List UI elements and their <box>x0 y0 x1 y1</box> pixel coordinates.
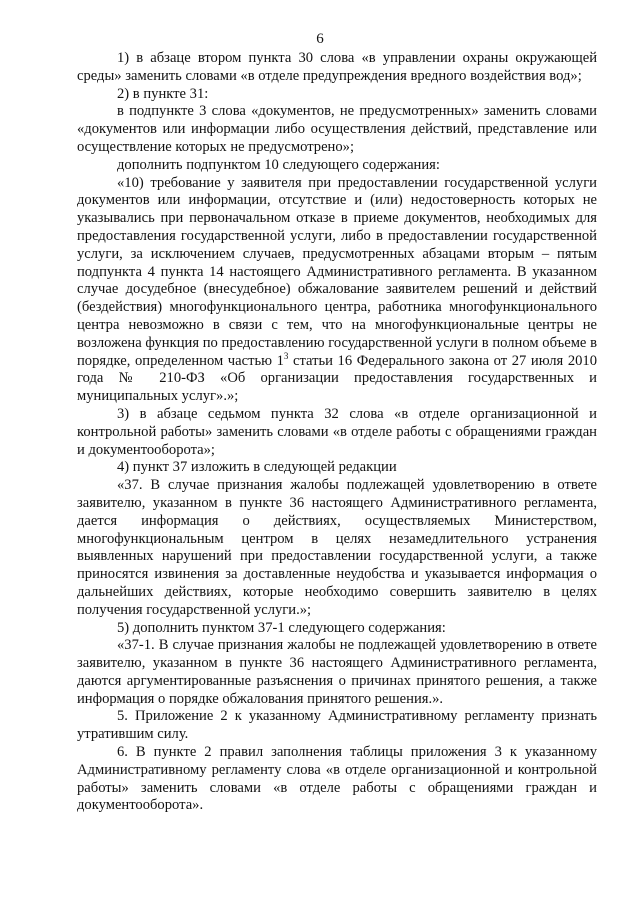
paragraph-3: в подпункте 3 слова «документов, не предусмотренных» заменить словами «документов или информации либо осуществления действий, представление или осуществление которых не предусмотрено»; <box>77 103 597 155</box>
paragraph-5-tail: статьи 16 Федерального закона от 27 июля 2010 года № 210-ФЗ «Об организации предоставления государственных и муниципальных услуг».»; <box>77 352 598 405</box>
page-number: 6 <box>316 31 324 47</box>
paragraph-1: 1) в абзаце втором пункта 30 слова «в управлении охраны окружающей среды» заменить словами «в отделе предупреждения вредного воздействия вод»; <box>77 50 597 84</box>
paragraph-8: «37. В случае признания жалобы подлежащей удовлетворению в ответе заявителю, указанном в пункте 36 настоящего Административного регламента, дается информация о действиях, осуществляемых Министерством, многофункциональным центром в целях незамедлительного устранения выявленных нарушений при предоставлении государственной услуги, а также приносятся извинения за доставленные неудобства и указывается информация о дальнейших действиях, которые необходимо совершить заявителю в целях получения государственной услуги.»; <box>77 477 597 618</box>
paragraph-5 <box>77 175 597 406</box>
paragraph-10: «37-1. В случае признания жалобы не подлежащей удовлетворению в ответе заявителю, указанном в пункте 36 настоящего Административного регламента, даются аргументированные разъяснения о причинах принятого решения, а также информация о порядке обжалования принятого решения.». <box>77 637 597 707</box>
paragraph-12: 6. В пункте 2 правил заполнения таблицы приложения 3 к указанному Административному регламенту слова «в отделе организационной и контрольной работы» заменить словами «в отделе работы с обращениями граждан и документооборота». <box>77 744 597 814</box>
document-body <box>77 50 597 815</box>
paragraph-4: дополнить подпунктом 10 следующего содержания: <box>117 156 440 173</box>
paragraph-7: 4) пункт 37 изложить в следующей редакции <box>117 459 397 476</box>
paragraph-2: 2) в пункте 31: <box>117 85 209 102</box>
paragraph-6: 3) в абзаце седьмом пункта 32 слова «в отделе организационной и контрольной работы» заменить словами «в отделе работы с обращениями граждан и документооборота»; <box>77 405 597 458</box>
paragraph-5-text: «10) требование у заявителя при предоставлении государственной услуги документов или информации, отсутствие и (или) недостоверность которых не указывались при первоначальном отказе в приеме документов, необходимых для предоставления государственной услуги, либо в предоставлении государственной услуги, за исключением случаев, предусмотренных абзацами вторым – пятым подпункта 4 пункта 14 настоящего Административного регламента. В указанном случае досудебное (внесудебное) обжалование заявителем решений и действий (бездействия) многофункционального центра, работника многофункционального центра невозможно в связи с тем, что на многофункциональные центры не возложена функция по предоставлению государственной услуги в полном объеме в порядке, определенном частью 1 <box>77 174 597 369</box>
paragraph-9: 5) дополнить пунктом 37-1 следующего содержания: <box>117 619 446 636</box>
paragraph-11: 5. Приложение 2 к указанному Административному регламенту признать утратившим силу. <box>77 708 597 743</box>
superscript: 3 <box>283 350 289 361</box>
